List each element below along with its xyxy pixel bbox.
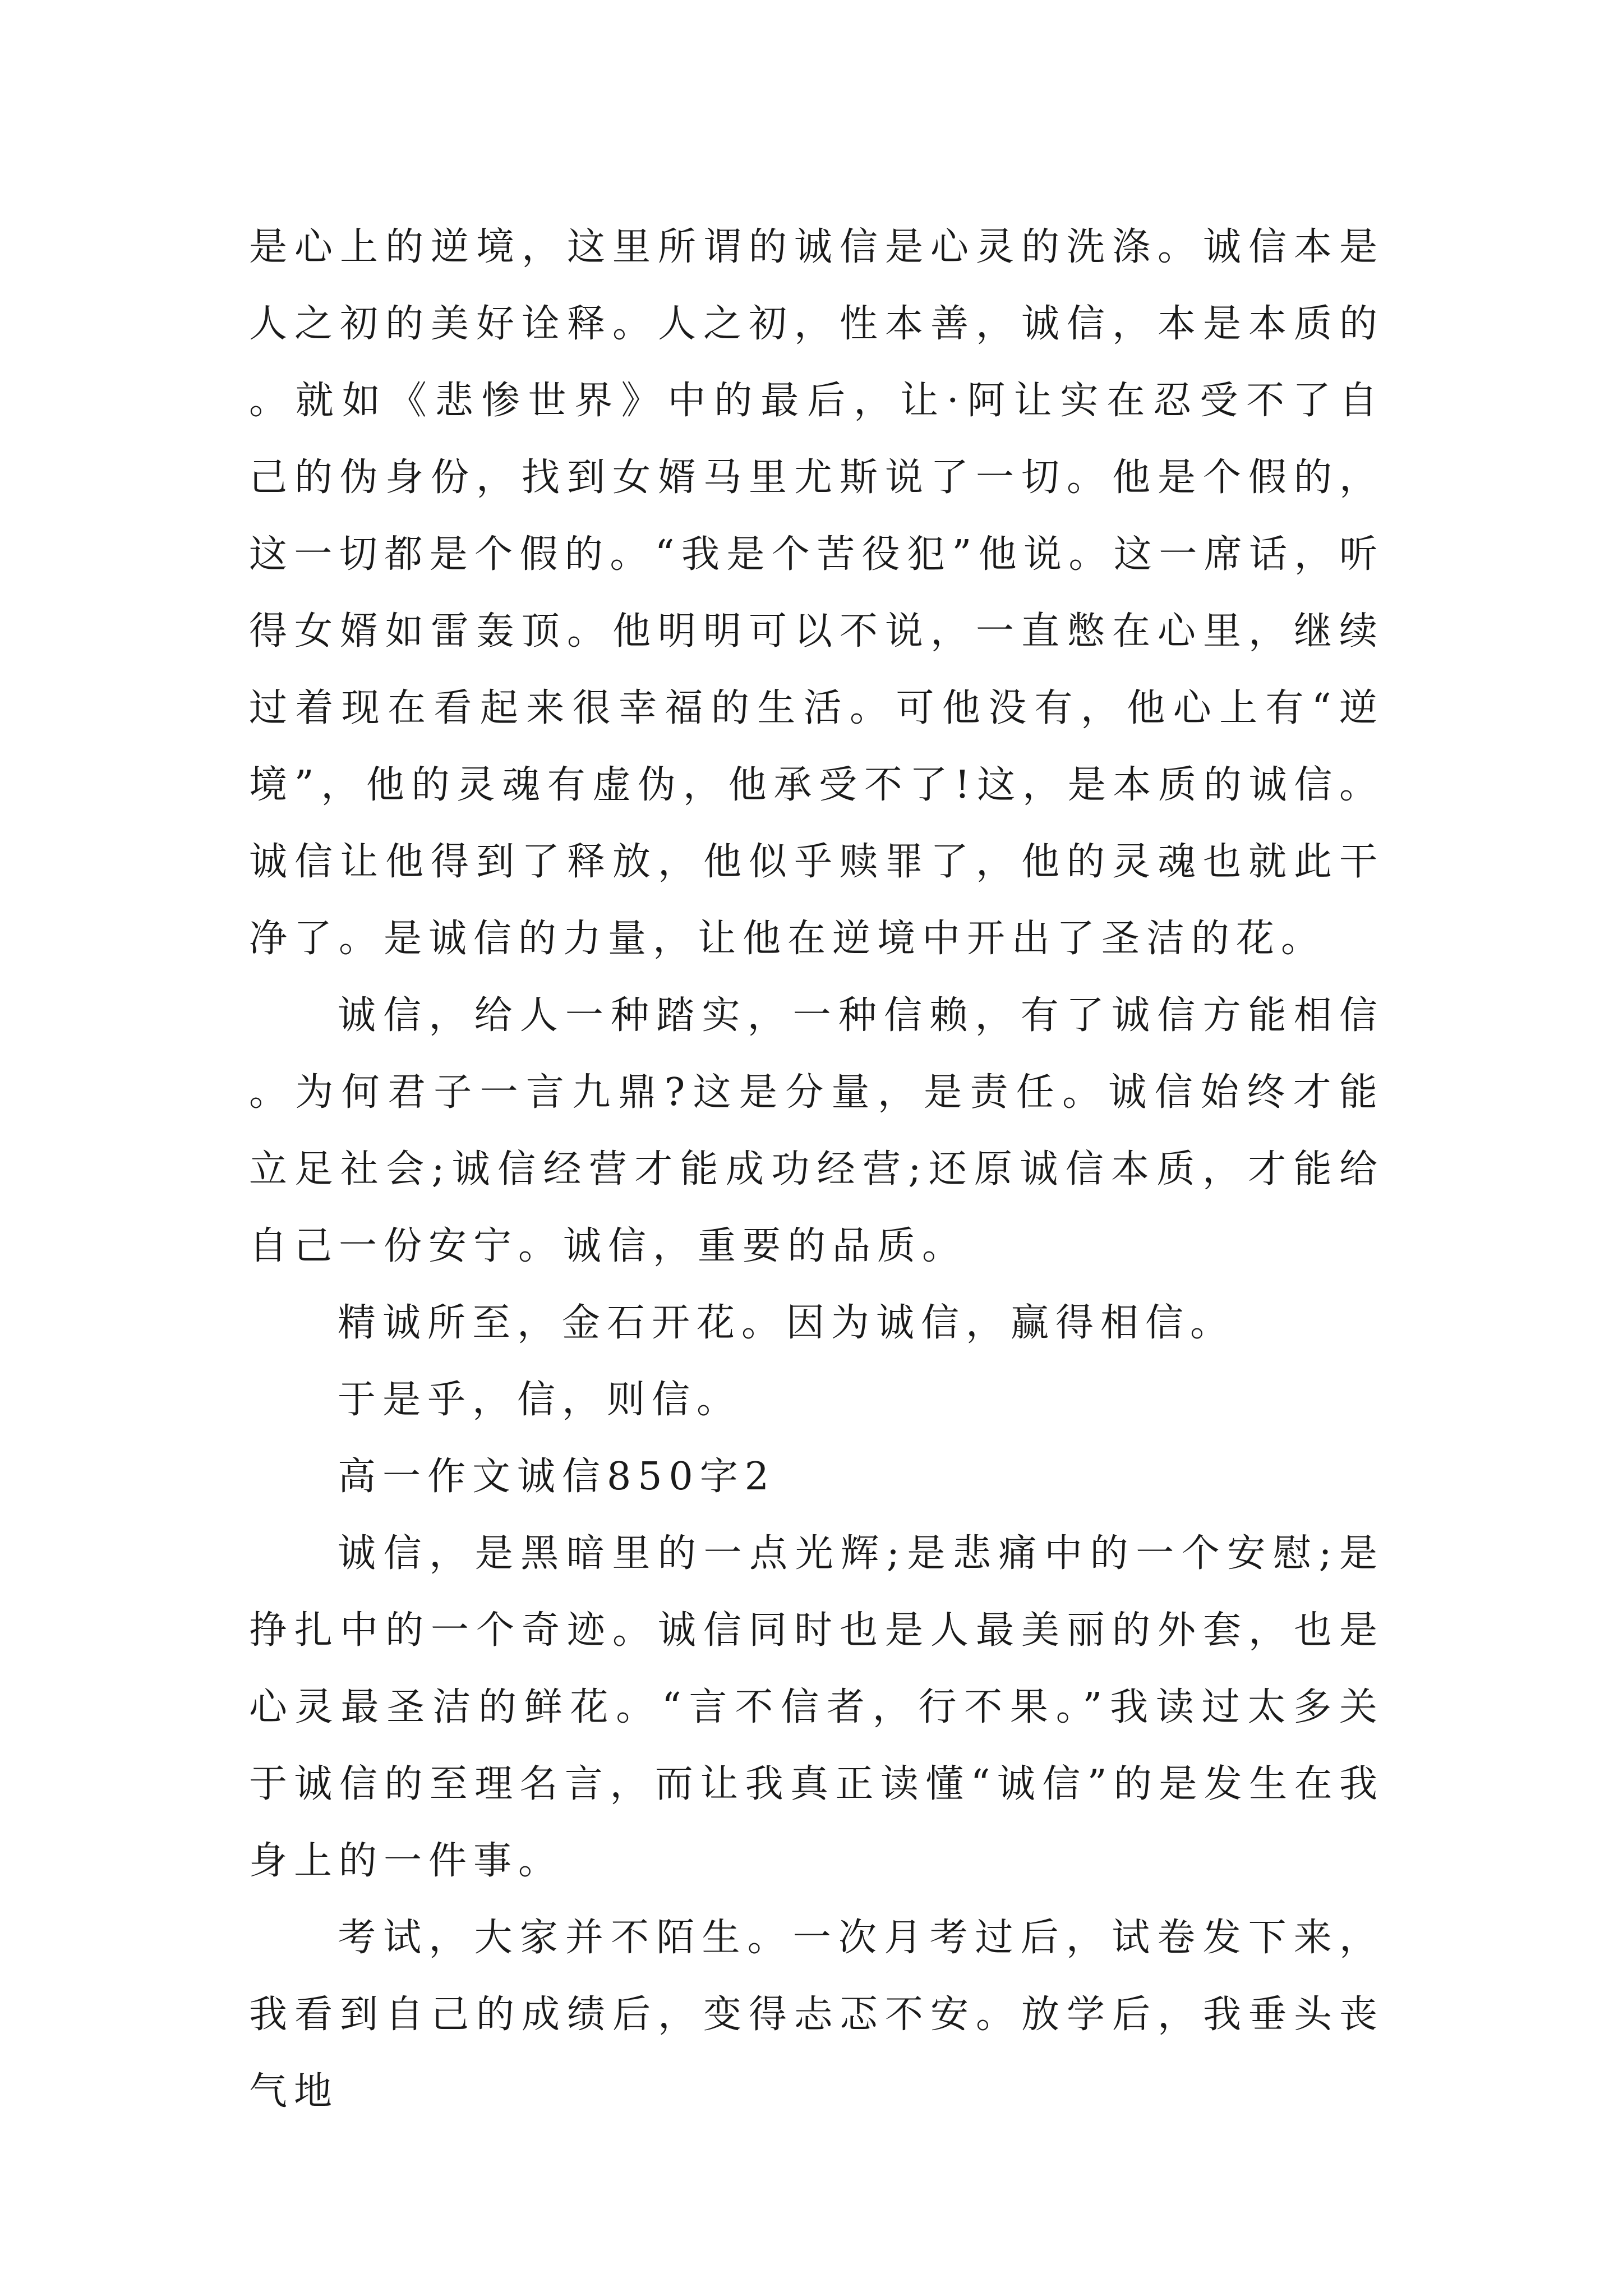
paragraph: 诚信，给人一种踏实，一种信赖，有了诚信方能相信。为何君子一言九鼎?这是分量，是责任。诚信始终才能立足社会;诚信经营才能成功经营;还原诚信本质，才能给自己一份安宁。诚信，重要的品质。 (249, 993, 1384, 1268)
paragraph: 是心上的逆境，这里所谓的诚信是心灵的洗涤。诚信本是人之初的美好诠释。人之初，性本善，诚信，本是本质的。就如《悲惨世界》中的最后，让·阿让实在忍受不了自己的伪身份，找到女婿马里尤斯说了一切。他是个假的，这一切都是个假的。“我是个苦役犯”他说。这一席话，听得女婿如雷轰顶。他明明可以不说，一直憋在心里，继续过着现在看起来很幸福的生活。可他没有，他心上有“逆境”，他的灵魂有虚伪，他承受不了!这，是本质的诚信。诚信让他得到了释放，他似乎赎罪了，他的灵魂也就此干净了。是诚信的力量，让他在逆境中开出了圣洁的花。 (249, 225, 1384, 961)
paragraph: 于是乎，信，则信。 (338, 1378, 742, 1422)
paragraph: 精诚所至，金石开花。因为诚信，赢得相信。 (338, 1301, 1235, 1345)
paragraph: 诚信，是黑暗里的一点光辉;是悲痛中的一个安慰;是挣扎中的一个奇迹。诚信同时也是人最美丽的外套，也是心灵最圣洁的鲜花。“言不信者，行不果。”我读过太多关于诚信的至理名言，而让我真正读懂“诚信”的是发生在我身上的一件事。 (249, 1531, 1384, 1883)
section-heading: 高一作文诚信850字2 (338, 1455, 776, 1499)
document-body (249, 209, 1384, 2130)
paragraph: 考试，大家并不陌生。一次月考过后，试卷发下来，我看到自己的成绩后，变得忐忑不安。放学后，我垂头丧气地 (249, 1916, 1384, 2114)
